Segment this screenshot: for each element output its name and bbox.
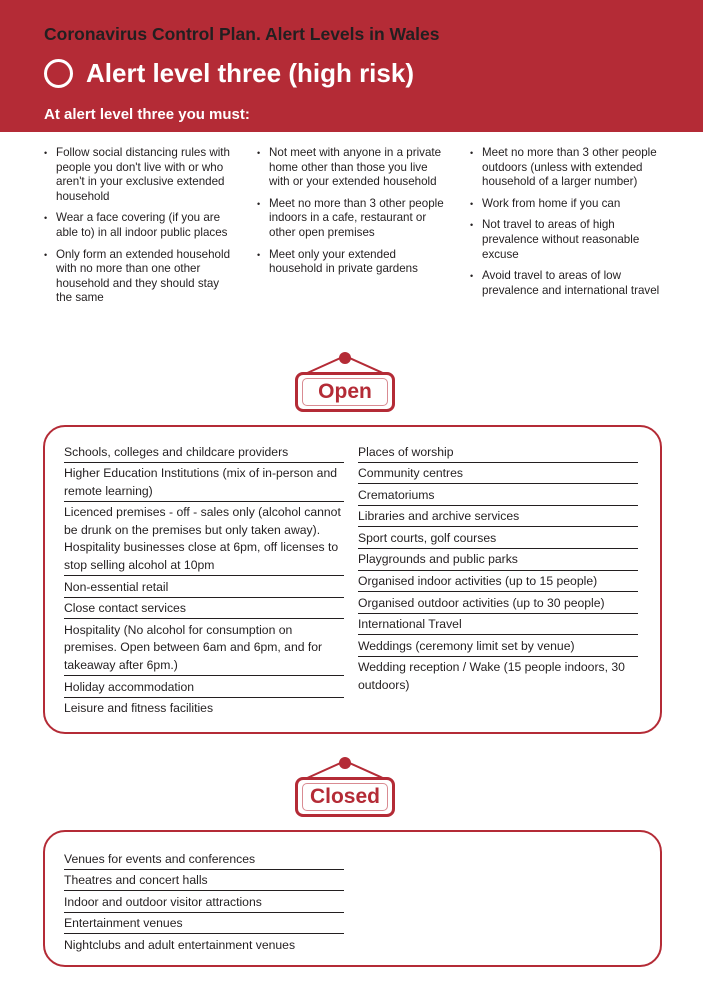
rule-item: • Meet only your extended household in private gardens bbox=[257, 248, 447, 277]
rules-column-1 bbox=[44, 146, 234, 313]
open-sign-label: Open bbox=[295, 372, 395, 412]
alert-level-title: Alert level three (high risk) bbox=[86, 58, 414, 88]
rule-item: • Wear a face covering (if you are able to) in all indoor public places bbox=[44, 211, 234, 240]
rule-item: • Not meet with anyone in a private home other than those you live with or your extended household bbox=[257, 146, 447, 190]
list-item: International Travel bbox=[358, 614, 638, 636]
list-item: Leisure and fitness facilities bbox=[64, 701, 214, 716]
list-item: Venues for events and conferences bbox=[64, 848, 344, 870]
rule-item: • Only form an extended household with no more than one other household and they should stay the same bbox=[44, 248, 234, 306]
closed-column bbox=[64, 848, 344, 955]
list-item: Playgrounds and public parks bbox=[358, 549, 638, 571]
rule-item: • Work from home if you can bbox=[470, 197, 660, 212]
list-item: Indoor and outdoor visitor attractions bbox=[64, 891, 344, 913]
rule-item: • Meet no more than 3 other people indoors in a cafe, restaurant or other open premises bbox=[257, 197, 447, 241]
list-item: Theatres and concert halls bbox=[64, 870, 344, 892]
list-item: Community centres bbox=[358, 463, 638, 485]
open-list-box bbox=[43, 425, 662, 734]
rule-item: • Not travel to areas of high prevalence without reasonable excuse bbox=[470, 218, 660, 262]
document-title: Coronavirus Control Plan. Alert Levels in Wales bbox=[44, 24, 440, 44]
closed-list-box bbox=[43, 830, 662, 967]
closed-sign bbox=[295, 757, 395, 817]
rules-column-3 bbox=[470, 146, 660, 305]
rules-column-2 bbox=[257, 146, 447, 284]
list-item: Organised outdoor activities (up to 30 people) bbox=[358, 592, 638, 614]
rule-item: • Avoid travel to areas of low prevalence and international travel bbox=[470, 269, 660, 298]
must-label: At alert level three you must: bbox=[44, 106, 250, 123]
header-banner bbox=[0, 0, 703, 132]
list-item: Hospitality (No alcohol for consumption on premises. Open between 6am and 6pm, and for takeaway after 6pm.) bbox=[64, 619, 344, 676]
closed-sign-label: Closed bbox=[295, 777, 395, 817]
list-item: Nightclubs and adult entertainment venues bbox=[64, 937, 296, 952]
open-right-column bbox=[358, 441, 638, 695]
rule-item: • Meet no more than 3 other people outdoors (unless with extended household of a larger number) bbox=[470, 146, 660, 190]
list-item: Schools, colleges and childcare providers bbox=[64, 441, 344, 463]
list-item: Libraries and archive services bbox=[358, 506, 638, 528]
list-item: Places of worship bbox=[358, 441, 638, 463]
sign-knob-icon bbox=[339, 757, 351, 769]
list-item: Close contact services bbox=[64, 598, 344, 620]
open-sign bbox=[295, 352, 395, 412]
sign-knob-icon bbox=[339, 352, 351, 364]
rule-item: • Follow social distancing rules with people you don't live with or who aren't in your exclusive extended household bbox=[44, 146, 234, 204]
list-item: Non-essential retail bbox=[64, 576, 344, 598]
list-item: Wedding reception / Wake (15 people indoors, 30 outdoors) bbox=[358, 660, 625, 693]
list-item: Organised indoor activities (up to 15 people) bbox=[358, 571, 638, 593]
list-item: Crematoriums bbox=[358, 484, 638, 506]
list-item: Sport courts, golf courses bbox=[358, 527, 638, 549]
open-left-column bbox=[64, 441, 344, 718]
list-item: Holiday accommodation bbox=[64, 676, 344, 698]
list-item: Licenced premises - off - sales only (alcohol cannot be drunk on the premises but only taken away). Hospitality businesses close at 6pm, off licenses to stop selling alcohol at 10pm bbox=[64, 502, 344, 576]
list-item: Higher Education Institutions (mix of in-person and remote learning) bbox=[64, 463, 344, 502]
list-item: Entertainment venues bbox=[64, 913, 344, 935]
list-item: Weddings (ceremony limit set by venue) bbox=[358, 635, 638, 657]
alert-level-circle-icon bbox=[44, 59, 73, 88]
